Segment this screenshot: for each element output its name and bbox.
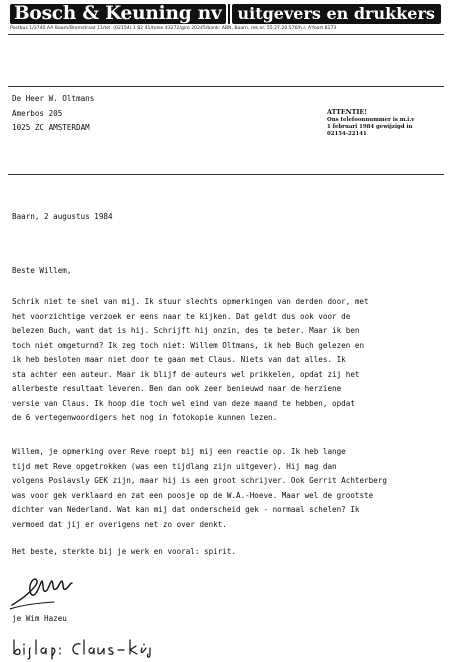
letterhead-subtitle: uitgevers en drukkers [232,4,441,24]
recipient-line: 1025 ZC AMSTERDAM [12,123,90,132]
body-line: dichter van Nederland. Wat kan mij dat onderscheid gek - normaal schelen? Ik [12,505,360,514]
body-line: allerbeste resultaat leveren. Ben dan ook zeer benieuwd naar de herziene [12,384,342,393]
body-line: toch niet omgeturnd? Ik zeg toch niet: Willem Oltmans, ik heb Buch gelezen en [12,340,365,350]
body-line: Willem, je opmerking over Reve roept bij mij een reactie op. Ik heb lange [12,447,346,456]
body-line: Schrik niet te snel van mij. Ik stuur slechts opmerkingen van derden door, met [12,297,369,306]
attention-title: ATTENTIE! [327,108,368,116]
header-rule [8,34,444,35]
address-rule-bottom [8,174,444,175]
handwritten-enclosure-note [10,636,160,660]
address-rule-top [8,86,444,87]
body-paragraph-1 [12,295,444,426]
letterhead [10,4,444,24]
recipient-line: De Heer W. Oltmans [12,94,95,103]
closing-line: Het beste, sterkte bij je werk en vooral: spirit. [12,547,237,556]
body-line: tijd met Reve opgetrokken (was een tijdlang zijn uitgever). Hij mag dan [12,461,337,471]
salutation: Beste Willem, [12,266,72,275]
body-line: de 6 vertegenwoordigers het nog in fotokopie kunnen lezen. [12,413,278,422]
recipient-line: Amerbos 205 [12,108,63,118]
attention-line: 02154-22141 [327,131,367,137]
handwritten-signature [8,565,88,613]
attention-line: Ons telefoonnummer is m.i.v [327,117,415,123]
body-line: sta achter een auteur. Maar ik blijf de auteurs wel prikkelen, opdat zij het [12,369,360,379]
body-line: was voor gek verklaard en zat een poosje op de W.A.-Hoeve. Maar wel de grootste [12,490,374,500]
body-line: vermoed dat jij er overigens net zo over denkt. [12,519,227,529]
sender-name: je Wim Hazeu [12,614,67,623]
letterhead-brand: Bosch & Keuning nv [10,4,226,24]
body-line: het voorzichtige verzoek er eens naar te kijken. Dat geldt dus ook voor de [12,311,351,321]
body-line: volgens Poslavsly GEK zijn, maar hij is een groot schrijver. Ook Gerrit Achterberg [12,476,387,485]
letter-date: Baarn, 2 augustus 1984 [12,212,113,221]
attention-notice [327,108,447,138]
body-paragraph-2 [12,445,444,532]
recipient-address [12,92,94,136]
attention-line: 1 februari 1984 gewijzigd in [327,124,413,130]
letterhead-divider [228,4,230,24]
body-line: versie van Claus. Ik hoop die toch wel eind van deze maand te hebben, opdat [12,398,355,408]
letterhead-address: Postbus 1/3740 AA Baarn/Bremstraat 11/tel. (02154) 1 82 41/telex 43272/giro 20245/bank: ABN, Baarn, rek.nr. 55.27.20.576/h.r. A'foort 8173 [10,26,337,31]
body-line: belezen Buch, want dat is hij. Schrijft hij onzin, des te beter. Maar ik ben [12,326,360,335]
body-line: ik heb besloten maar niet door te gaan met Claus. Niets van dat alles. Ik [12,355,346,364]
